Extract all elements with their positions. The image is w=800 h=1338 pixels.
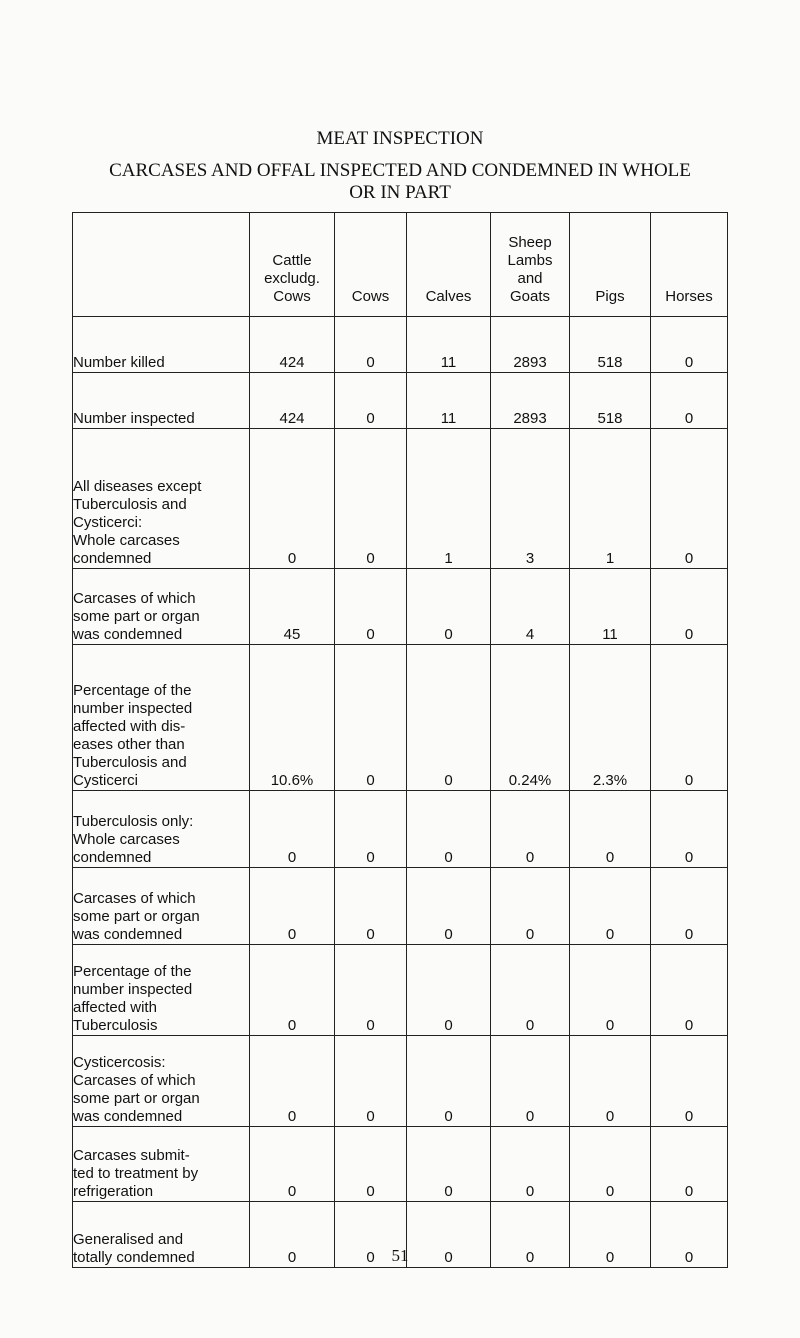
- table-cell: 0: [407, 791, 491, 868]
- row-label-line: was condemned: [73, 626, 183, 643]
- table-cell: 0: [335, 373, 407, 429]
- column-header-line: Cattle: [272, 252, 312, 269]
- row-label: [73, 317, 250, 373]
- table-cell: 1: [407, 429, 491, 569]
- table-cell: 0: [407, 945, 491, 1036]
- row-label-line: Tuberculosis only:: [73, 813, 194, 830]
- table-cell: 0: [250, 1127, 335, 1202]
- table-cell: 0: [491, 1202, 570, 1268]
- row-label-line: Tuberculosis and: [73, 496, 187, 513]
- row-label-line: eases other than: [73, 736, 185, 753]
- row-label-line: was condemned: [73, 1108, 183, 1125]
- row-label: [73, 569, 250, 645]
- row-label: [73, 1127, 250, 1202]
- table-cell: 0: [250, 868, 335, 945]
- table-cell: 0: [570, 1202, 651, 1268]
- row-label-line: refrigeration: [73, 1183, 154, 1200]
- table-row: [73, 317, 728, 373]
- table-cell: 0: [335, 1202, 407, 1268]
- row-label-line: Number inspected: [73, 410, 195, 427]
- table-cell: 45: [250, 569, 335, 645]
- table-cell: 0: [335, 791, 407, 868]
- header-row: [73, 213, 728, 317]
- table-cell: 518: [570, 373, 651, 429]
- table-cell: 0: [335, 429, 407, 569]
- row-label: [73, 645, 250, 791]
- table-cell: 0: [250, 429, 335, 569]
- row-label-line: number inspected: [73, 981, 193, 998]
- table-row: [73, 1127, 728, 1202]
- column-header-line: Goats: [509, 288, 551, 305]
- table-cell: 0: [570, 945, 651, 1036]
- row-label-line: Number killed: [73, 354, 165, 371]
- table-cell: 0: [335, 945, 407, 1036]
- table-cell: 0: [335, 645, 407, 791]
- page-number: 51: [391, 1246, 409, 1265]
- table-row: [73, 373, 728, 429]
- table-cell: 0: [651, 1202, 728, 1268]
- table-cell: 0: [250, 945, 335, 1036]
- row-label: [73, 945, 250, 1036]
- table-cell: 0: [651, 373, 728, 429]
- table-cell: 11: [570, 569, 651, 645]
- table-cell: 424: [250, 317, 335, 373]
- row-label-line: Tuberculosis and: [73, 754, 187, 771]
- row-label-line: Percentage of the: [73, 963, 192, 980]
- subtitle-line-2: OR IN PART: [349, 182, 451, 203]
- table-cell: 0: [570, 1127, 651, 1202]
- inspection-table: [72, 212, 728, 1268]
- table-row: [73, 1036, 728, 1127]
- column-header-line: Lambs: [507, 252, 553, 269]
- column-header-line: excludg.: [264, 270, 320, 287]
- row-label-line: affected with dis-: [73, 718, 186, 735]
- table-cell: 0: [651, 569, 728, 645]
- table-cell: 3: [491, 429, 570, 569]
- row-label-line: Carcases of which: [73, 890, 196, 907]
- table-cell: 0: [250, 791, 335, 868]
- table-cell: 2893: [491, 373, 570, 429]
- row-label: [73, 868, 250, 945]
- table-row: [73, 945, 728, 1036]
- table-cell: 0: [491, 1127, 570, 1202]
- row-label-line: Carcases submit-: [73, 1147, 190, 1164]
- table-cell: 518: [570, 317, 651, 373]
- table-cell: 0: [570, 1036, 651, 1127]
- table-row: [73, 429, 728, 569]
- row-label-line: some part or organ: [73, 608, 200, 625]
- row-label-line: ted to treatment by: [73, 1165, 199, 1182]
- table-cell: 0: [570, 868, 651, 945]
- row-label-line: All diseases except: [73, 478, 202, 495]
- row-label-line: condemned: [73, 849, 152, 866]
- table-row: [73, 868, 728, 945]
- row-label-line: condemned: [73, 550, 152, 567]
- column-header-line: and: [517, 270, 543, 287]
- table-cell: 0: [651, 945, 728, 1036]
- subtitle-line-1: CARCASES AND OFFAL INSPECTED AND CONDEMNED IN WHOLE: [109, 160, 691, 181]
- table-cell: 0: [335, 317, 407, 373]
- table-cell: 4: [491, 569, 570, 645]
- table-cell: 0: [651, 429, 728, 569]
- row-label-line: some part or organ: [73, 908, 200, 925]
- row-label: [73, 373, 250, 429]
- table-cell: 0: [407, 1036, 491, 1127]
- table-cell: 0: [491, 1036, 570, 1127]
- row-label-line: affected with: [73, 999, 157, 1016]
- header-blank: [73, 213, 250, 317]
- table-cell: 0: [651, 791, 728, 868]
- table-cell: 0: [335, 569, 407, 645]
- table-cell: 0: [407, 1202, 491, 1268]
- table-cell: 0: [491, 791, 570, 868]
- column-header-line: Pigs: [595, 288, 625, 305]
- row-label-line: Whole carcases: [73, 831, 180, 848]
- table-row: [73, 645, 728, 791]
- column-header-line: Calves: [425, 288, 472, 305]
- column-header-line: Horses: [665, 288, 713, 305]
- table-row: [73, 569, 728, 645]
- row-label: [73, 429, 250, 569]
- table-cell: 0: [407, 569, 491, 645]
- row-label-line: Cysticerci:: [73, 514, 143, 531]
- table-row: [73, 791, 728, 868]
- row-label-line: some part or organ: [73, 1090, 200, 1107]
- table-cell: 0: [335, 1036, 407, 1127]
- column-header-sheep: [491, 213, 570, 317]
- table-cell: 0: [491, 945, 570, 1036]
- row-label-line: Carcases of which: [73, 1072, 196, 1089]
- row-label: [73, 791, 250, 868]
- column-header-horses: [651, 213, 728, 317]
- table-cell: 0: [250, 1036, 335, 1127]
- table-cell: 0: [651, 645, 728, 791]
- table-cell: 2893: [491, 317, 570, 373]
- table-cell: 0: [335, 1127, 407, 1202]
- row-label-line: Cysticerci: [73, 772, 139, 789]
- table-cell: 0: [651, 317, 728, 373]
- column-header-cattle: [250, 213, 335, 317]
- page-title: MEAT INSPECTION: [316, 128, 484, 149]
- column-header-pigs: [570, 213, 651, 317]
- table-cell: 1: [570, 429, 651, 569]
- column-header-cows: [335, 213, 407, 317]
- row-label-line: Tuberculosis: [73, 1017, 158, 1034]
- row-label-line: Whole carcases: [73, 532, 180, 549]
- table-cell: 424: [250, 373, 335, 429]
- table-cell: 0: [651, 1127, 728, 1202]
- table-cell: 0.24%: [491, 645, 570, 791]
- table-cell: 2.3%: [570, 645, 651, 791]
- column-header-line: Sheep: [508, 234, 552, 251]
- table-cell: 0: [651, 868, 728, 945]
- column-header-line: Cows: [273, 288, 311, 305]
- table-cell: 11: [407, 317, 491, 373]
- table-cell: 0: [570, 791, 651, 868]
- table-cell: 11: [407, 373, 491, 429]
- column-header-calves: [407, 213, 491, 317]
- table-cell: 0: [651, 1036, 728, 1127]
- table-cell: 0: [335, 868, 407, 945]
- row-label-line: Carcases of which: [73, 590, 196, 607]
- row-label: [73, 1036, 250, 1127]
- table-cell: 0: [407, 868, 491, 945]
- row-label-line: number inspected: [73, 700, 193, 717]
- table-cell: 0: [491, 868, 570, 945]
- table-cell: 10.6%: [250, 645, 335, 791]
- table-cell: 0: [407, 645, 491, 791]
- row-label-line: Cysticercosis:: [73, 1054, 166, 1071]
- page-subtitle: [0, 160, 800, 204]
- column-header-line: Cows: [351, 288, 390, 305]
- table-cell: 0: [250, 1202, 335, 1268]
- table-cell: 0: [407, 1127, 491, 1202]
- row-label-line: totally condemned: [73, 1249, 195, 1266]
- row-label-line: Generalised and: [73, 1231, 184, 1248]
- row-label-line: was condemned: [73, 926, 183, 943]
- row-label-line: Percentage of the: [73, 682, 192, 699]
